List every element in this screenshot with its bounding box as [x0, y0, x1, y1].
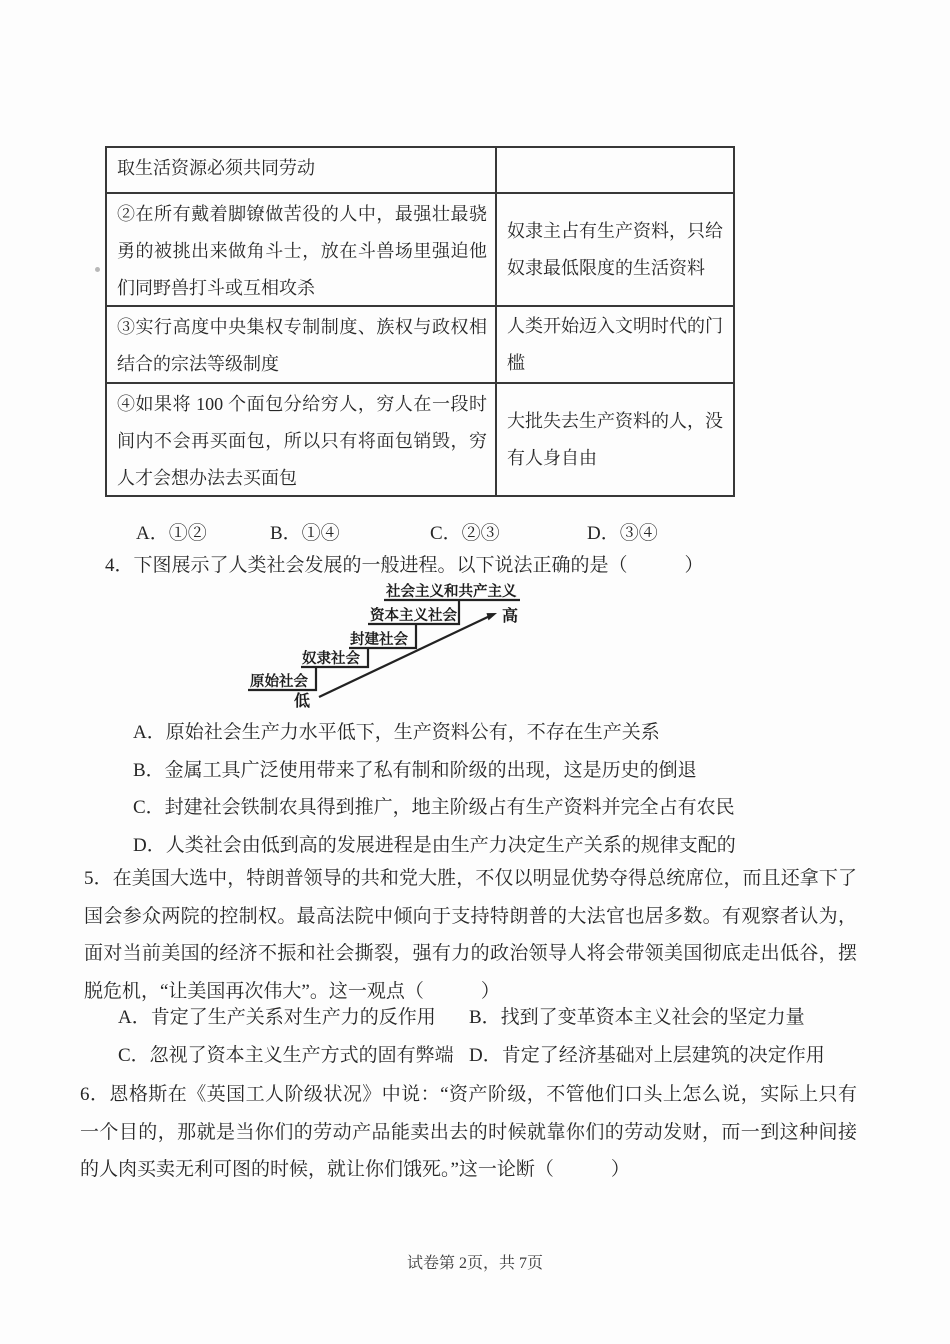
comparison-table	[105, 146, 735, 497]
q3-option-d: D．③④	[587, 523, 658, 544]
step-label-slave-society: 奴隶社会	[302, 651, 360, 667]
q5-option-d: D．肯定了经济基础对上层建筑的决定作用	[469, 1044, 825, 1066]
q3-option-a: A．①②	[136, 523, 207, 544]
q5-option-a: A．肯定了生产关系对生产力的反作用	[118, 1007, 436, 1028]
table-row	[107, 382, 733, 495]
scan-speck	[95, 267, 100, 272]
table-cell-right	[497, 148, 733, 192]
table-cell-right: 大批失去生产资料的人，没有人身自由	[507, 410, 723, 468]
table-cell-left: 取生活资源必须共同劳动	[107, 148, 497, 192]
table-row	[107, 305, 733, 382]
q4-option-d: D．人类社会由低到高的发展进程是由生产力决定生产关系的规律支配的	[133, 834, 736, 856]
q3-option-b: B．①④	[270, 523, 340, 544]
table-cell-left: ③实行高度中央集权专制制度、族权与政权相结合的宗法等级制度	[107, 307, 497, 382]
step-label-socialism-communism: 社会主义和共产主义	[386, 584, 517, 600]
high-label: 高	[502, 608, 519, 625]
q4-stem: 4．下图展示了人类社会发展的一般进程。以下说法正确的是（ ）	[105, 555, 704, 576]
table-cell-right: 人类开始迈入文明时代的门槛	[507, 315, 723, 373]
table-row	[107, 148, 733, 192]
table-cell-right: 奴隶主占有生产资料，只给奴隶最低限度的生活资料	[507, 220, 723, 278]
table-cell-left: ②在所有戴着脚镣做苦役的人中，最强壮最骁勇的被挑出来做角斗士，放在斗兽场里强迫他们同野兽打斗或互相攻杀	[107, 194, 497, 305]
step-label-feudal-society: 封建社会	[350, 632, 408, 648]
q5-stem: 5．在美国大选中，特朗普领导的共和党大胜，不仅以明显优势夺得总统席位，而且还拿下了国会参众两院的控制权。最高法院中倾向于支持特朗普的大法官也居多数。有观察者认为，面对当前美国的经济不振和社会撕裂，强有力的政治领导人将会带领美国彻底走出低谷，摆脱危机，“让美国再次伟大”。这一观点（ ）	[84, 868, 857, 1002]
q5-option-b: B．找到了变革资本主义社会的坚定力量	[469, 1007, 805, 1028]
q6-stem: 6．恩格斯在《英国工人阶级状况》中说：“资产阶级，不管他们口头上怎么说，实际上只有一个目的，那就是当你们的劳动产品能卖出去的时候就靠你们的劳动发财，而一到这种间接的人肉买卖无利可图的时候，就让你们饿死。”这一论断（ ）	[80, 1084, 857, 1181]
step-label-capitalist-society: 资本主义社会	[370, 608, 457, 624]
arrowhead-icon	[487, 613, 498, 620]
q3-options-row	[0, 515, 950, 545]
page-footer: 试卷第 2页，共 7页	[406, 1255, 543, 1272]
q5-option-c: C．忽视了资本主义生产方式的固有弊端	[118, 1044, 454, 1066]
social-development-staircase-diagram	[243, 578, 535, 710]
q4-option-b: B．金属工具广泛使用带来了私有制和阶级的出现，这是历史的倒退	[133, 759, 697, 781]
q4-option-a: A．原始社会生产力水平低下，生产资料公有，不存在生产关系	[133, 722, 660, 743]
q5-options-row1	[118, 999, 898, 1037]
q4-options	[133, 714, 736, 864]
step-label-primitive-society: 原始社会	[250, 674, 308, 690]
q4-option-c: C．封建社会铁制农具得到推广，地主阶级占有生产资料并完全占有农民	[133, 797, 735, 819]
q5-options-row2	[118, 1037, 898, 1075]
table-row	[107, 192, 733, 305]
q5-options	[118, 999, 898, 1074]
table-cell-left: ④如果将 100 个面包分给穷人，穷人在一段时间内不会再买面包，所以只有将面包销毁，穷人才会想办法去买面包	[107, 384, 497, 495]
q3-option-c: C．②③	[430, 523, 500, 544]
low-label: 低	[294, 693, 311, 710]
